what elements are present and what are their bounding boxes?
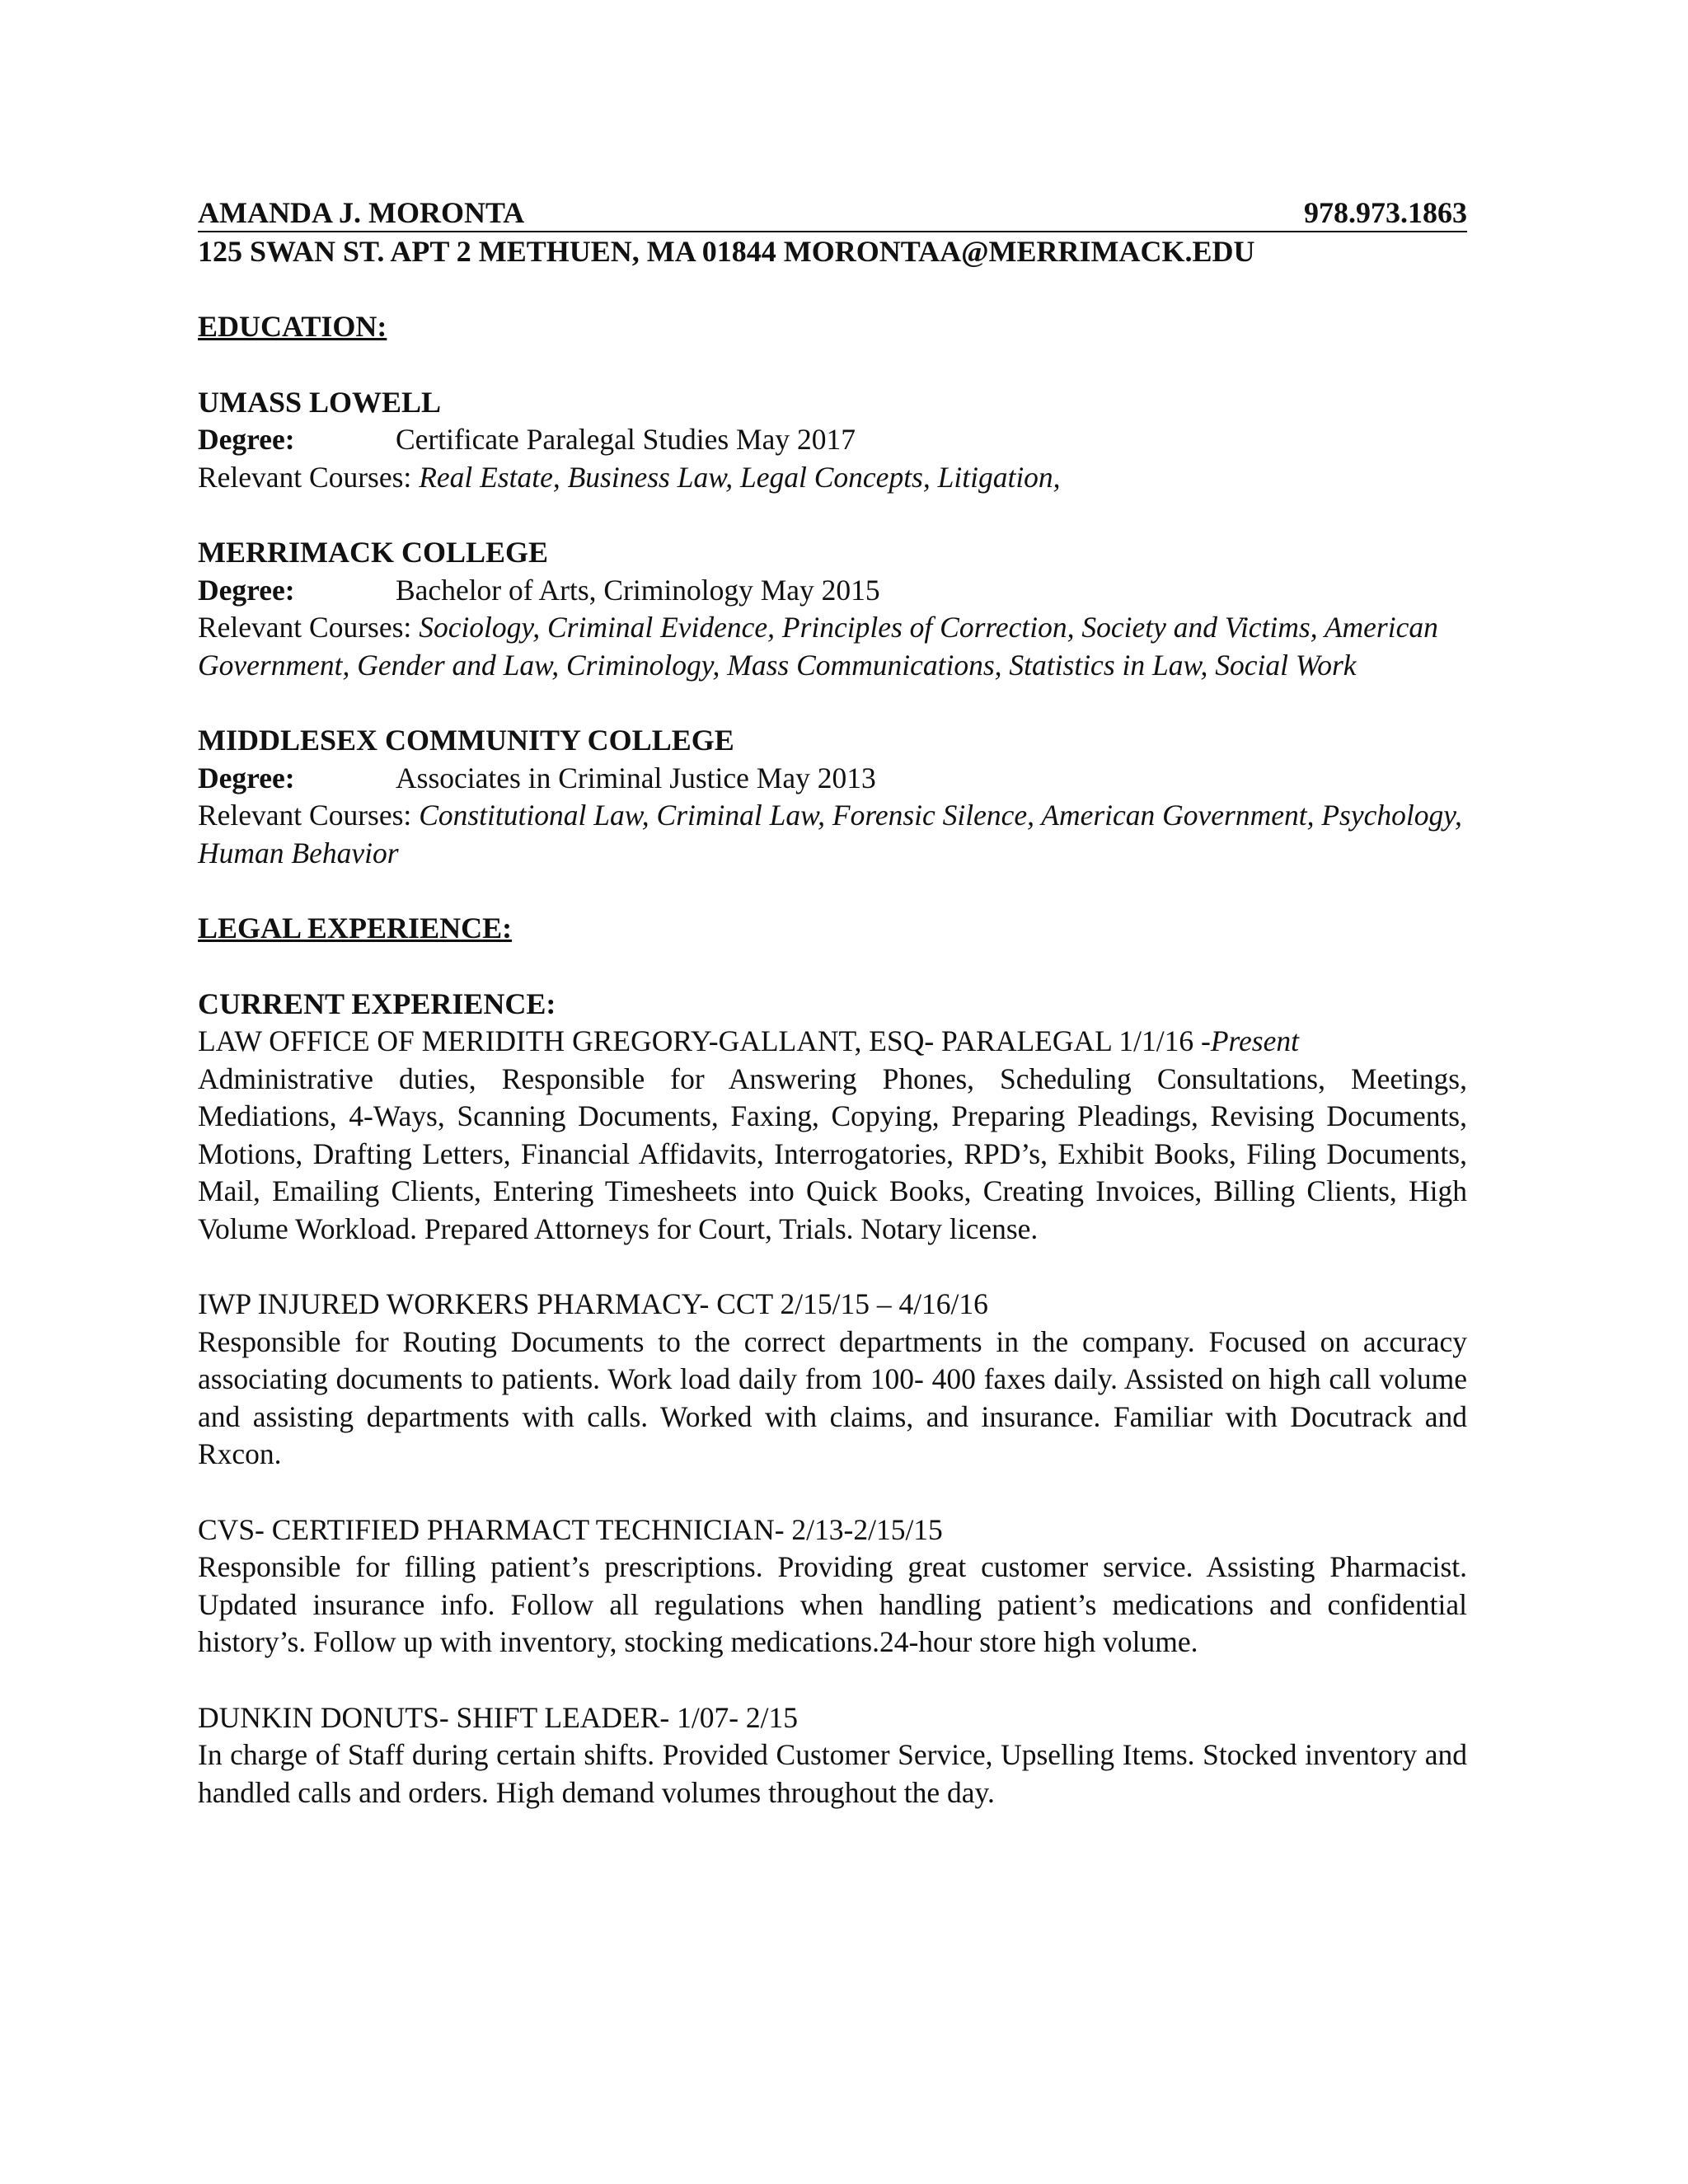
job-description: In charge of Staff during certain shifts. Provided Customer Service, Upselling Items. Stocked inventory and handled calls and orders. High demand volumes throughout the day.	[198, 1738, 1467, 1809]
job-title-text: CVS- CERTIFIED PHARMACT TECHNICIAN- 2/13-2/15/15	[198, 1512, 943, 1546]
job-title-text: DUNKIN DONUTS- SHIFT LEADER- 1/07- 2/15	[198, 1700, 799, 1734]
job-title-italic: Present	[1210, 1024, 1299, 1057]
job-entry	[198, 1286, 1467, 1474]
job-description: Administrative duties, Responsible for Answering Phones, Scheduling Consultations, Meetings, Mediations, 4-Ways, Scanning Documents, Faxing, Copying, Preparing Pleadings, Revising Documents, Motions, Drafting Letters, Financial Affidavits, Interrogatories, RPD’s, Exhibit Books, Filing Documents, Mail, Emailing Clients, Entering Timesheets into Quick Books, Creating Invoices, Billing Clients, High Volume Workload. Prepared Attorneys for Court, Trials. Notary license.	[198, 1062, 1467, 1245]
education-heading: EDUCATION:	[198, 310, 387, 343]
job-title	[198, 1511, 1467, 1549]
school-entry	[198, 384, 1467, 497]
relevant-courses	[198, 459, 1467, 497]
courses-list: Constitutional Law, Criminal Law, Forensic Silence, American Government, Psychology, Human Behavior	[198, 799, 1462, 869]
resume-page	[198, 194, 1467, 1811]
header-name-row	[198, 194, 1467, 232]
job-entry	[198, 1699, 1467, 1812]
degree-row	[198, 572, 1467, 610]
degree-label: Degree:	[198, 761, 295, 794]
degree-value: Bachelor of Arts, Criminology May 2015	[396, 573, 880, 607]
degree-row	[198, 421, 1467, 459]
applicant-phone: 978.973.1863	[1304, 196, 1467, 229]
job-title-text: LAW OFFICE OF MERIDITH GREGORY-GALLANT, ESQ- PARALEGAL 1/1/16 -	[198, 1024, 1211, 1057]
job-entry	[198, 1511, 1467, 1661]
applicant-name: AMANDA J. MORONTA	[198, 196, 525, 229]
courses-label: Relevant Courses:	[198, 799, 420, 832]
relevant-courses	[198, 609, 1467, 684]
applicant-address-email: 125 SWAN ST. APT 2 METHUEN, MA 01844 MORONTAA@MERRIMACK.EDU	[198, 235, 1255, 268]
degree-label: Degree:	[198, 423, 295, 456]
job-title	[198, 1699, 1467, 1737]
degree-row	[198, 760, 1467, 798]
job-entry	[198, 1023, 1467, 1248]
school-entry	[198, 534, 1467, 684]
degree-value: Certificate Paralegal Studies May 2017	[396, 423, 856, 456]
degree-label: Degree:	[198, 573, 295, 607]
courses-label: Relevant Courses:	[198, 611, 420, 644]
courses-list: Sociology, Criminal Evidence, Principles of Correction, Society and Victims, American Government, Gender and Law, Criminology, Mass Communications, Statistics in Law, Social Work	[198, 611, 1438, 682]
legal-experience-heading: LEGAL EXPERIENCE:	[198, 912, 513, 944]
degree-value: Associates in Criminal Justice May 2013	[396, 761, 876, 794]
job-description: Responsible for Routing Documents to the correct departments in the company. Focused on accuracy associating documents to patients. Work load daily from 100- 400 faxes daily. Assisted on high call volume and assisting departments with calls. Worked with claims, and insurance. Familiar with Docutrack and Rxcon.	[198, 1324, 1467, 1470]
school-name: MERRIMACK COLLEGE	[198, 536, 549, 569]
school-name: UMASS LOWELL	[198, 385, 442, 419]
courses-label: Relevant Courses:	[198, 460, 420, 494]
relevant-courses	[198, 797, 1467, 872]
job-description: Responsible for filling patient’s prescriptions. Providing great customer service. Assisting Pharmacist. Updated insurance info. Follow all regulations when handling patient’s medications and confidential history’s. Follow up with inventory, stocking medications.24-hour store high volume.	[198, 1550, 1467, 1658]
school-entry	[198, 722, 1467, 872]
job-title	[198, 1023, 1467, 1061]
school-name: MIDDLESEX COMMUNITY COLLEGE	[198, 724, 734, 757]
job-title	[198, 1286, 1467, 1324]
job-title-text: IWP INJURED WORKERS PHARMACY- CCT 2/15/15 – 4/16/16	[198, 1287, 988, 1320]
courses-list: Real Estate, Business Law, Legal Concepts, Litigation,	[419, 460, 1061, 494]
current-experience-heading: CURRENT EXPERIENCE:	[198, 987, 556, 1020]
